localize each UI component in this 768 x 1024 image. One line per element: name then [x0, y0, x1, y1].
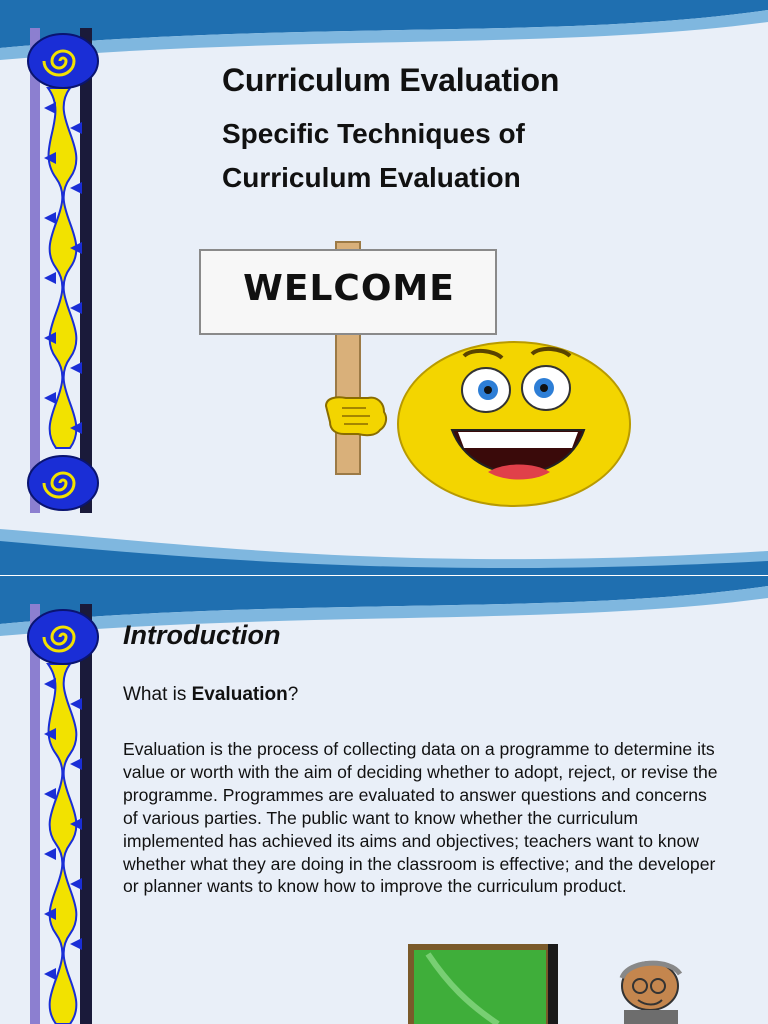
spiral-icon — [26, 608, 100, 666]
slide-introduction — [0, 576, 768, 1024]
bottom-wave-decoration — [0, 515, 768, 575]
smiley-face-icon — [394, 338, 634, 508]
spiral-icon — [26, 454, 100, 512]
evaluation-definition-paragraph: Evaluation is the process of collecting data on a programme to determine its value or worth with the aim of deciding whether to adopt, reject, or revise the programme. Programmes are evaluated to answer questions and concerns of various parties. The public want to know whether the curriculum implemented has achieved its aims and objectives; teachers want to know whether what they are doing in the classroom is effective; and the developer or planner wants to know how to improve the curriculum product. — [123, 739, 718, 897]
subtitle-line-2: Curriculum Evaluation — [222, 162, 521, 193]
pointing-hand-icon — [322, 390, 394, 440]
subtitle-line-1: Specific Techniques of — [222, 118, 525, 149]
slide-subtitle — [222, 112, 642, 200]
chalkboard-icon — [408, 944, 558, 1024]
left-decorative-strip — [30, 28, 98, 513]
left-decorative-strip — [30, 604, 98, 1024]
question-suffix: ? — [287, 684, 299, 705]
teacher-icon — [608, 956, 698, 1024]
welcome-sign-text: WELCOME — [243, 268, 455, 309]
top-wave-decoration — [0, 0, 768, 70]
top-wave-decoration — [0, 576, 768, 646]
introduction-heading: Introduction — [123, 620, 281, 650]
question-keyword: Evaluation — [191, 684, 288, 705]
slide-title-heading: Curriculum Evaluation — [222, 62, 560, 98]
spiral-icon — [26, 32, 100, 90]
question-prefix: What is — [123, 684, 192, 705]
evaluation-question — [123, 684, 298, 706]
